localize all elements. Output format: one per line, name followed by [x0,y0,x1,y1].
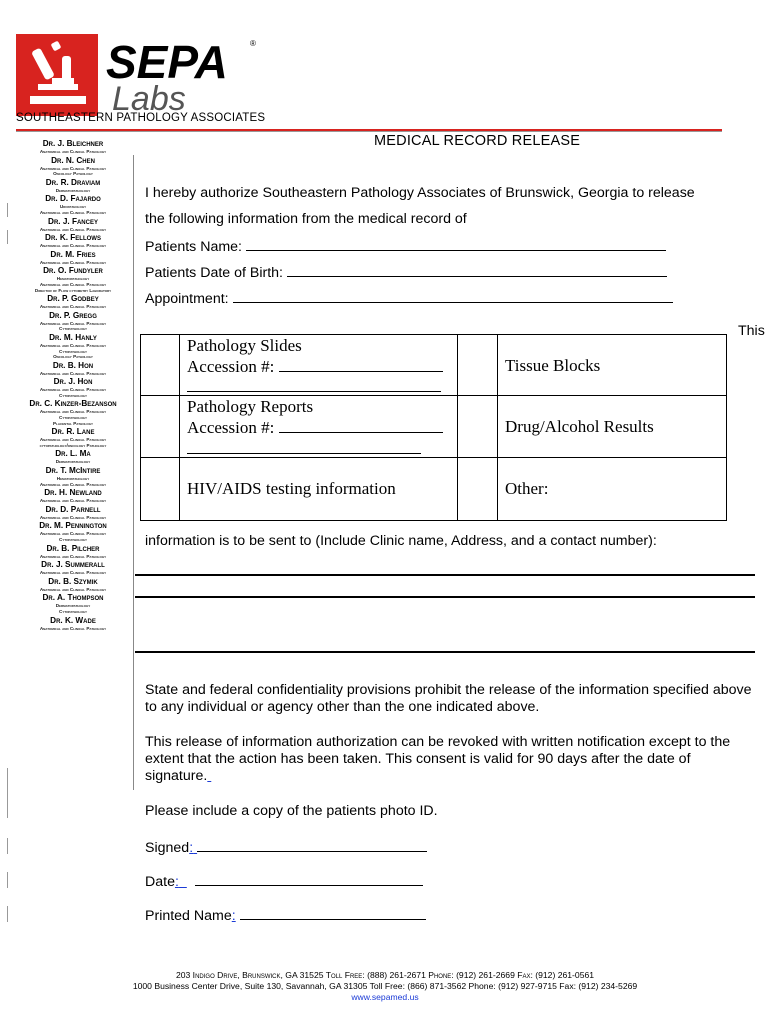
physician-specialty: Anatomical and Clinical Pathology [39,304,107,310]
physician-specialty: Anatomical and Clinical Pathology [39,342,107,348]
physician-specialty: cytopathology/oncology Pathology [39,442,107,448]
date-label: Date [145,874,175,890]
physician-name: Dr. M. Pennington [39,521,107,531]
physician-entry [16,544,130,560]
physician-entry [16,361,130,377]
reports-accession-field[interactable] [279,417,443,433]
physician-name: Dr. J. Summerall [41,560,105,570]
physician-name: Dr. H. Newland [44,488,102,498]
tissue-blocks-label: Tissue Blocks [505,356,601,375]
physician-entry [16,577,130,593]
physician-entry [16,466,130,487]
physician-name: Dr. T. McIntire [45,466,101,476]
reports-checkbox[interactable] [141,396,179,457]
physician-name: Dr. K. Wade [50,615,96,625]
physician-entry [16,377,130,398]
physician-name: Dr. J. Fancey [48,216,98,226]
physician-entry [16,311,130,332]
physician-entry [16,156,130,177]
physician-name: Dr. L. Ma [55,449,91,459]
slides-accession-label: Accession #: [187,357,279,376]
page-title: MEDICAL RECORD RELEASE [374,133,581,149]
appointment-label: Appointment: [145,291,233,307]
confidentiality-text: State and federal confidentiality provisions prohibit the release of the information specified above to any individual or agency other than the one indicated above. [145,682,752,715]
physician-specialty: Anatomical and Clinical Pathology [39,149,107,154]
margin-mark [7,906,8,922]
margin-mark [7,768,8,818]
date-field[interactable] [195,872,423,886]
hiv-checkbox[interactable] [141,458,179,520]
logo-tagline: SOUTHEASTERN PATHOLOGY ASSOCIATES [16,112,266,124]
printed-name-label: Printed Name [145,908,232,924]
physician-specialty: Dermatopathology [55,459,91,465]
registered-mark: ® [250,39,256,48]
authorization-line-1: I hereby authorize Southeastern Pathology Associates of Brunswick, Georgia to release [145,185,695,201]
physician-entry [16,593,130,614]
footer [0,970,770,1003]
patient-name-label: Patients Name: [145,239,246,255]
address-line-1[interactable] [135,574,755,576]
physician-entry [16,399,130,426]
slides-title: Pathology Slides [187,336,302,355]
physician-specialty: Anatomical and Clinical Pathology [39,165,107,171]
physician-specialty: Anatomical and Clinical Pathology [39,514,107,520]
physician-specialty: Anatomical and Clinical Pathology [39,498,107,504]
physician-entry [16,217,130,233]
footer-address-brunswick: 203 Indigo Drive, Brunswick, GA 31525 Toll Free: (888) 261-2671 Phone: (912) 261-2669 Fax: (912) 261-0561 [175,970,595,980]
physician-list [16,139,130,632]
physician-name: Dr. K. Fellows [45,233,101,243]
date-colon: : [174,874,179,890]
sepa-labs-logo [16,34,260,116]
physician-entry [16,333,130,360]
physician-specialty: Uropathology [59,204,87,210]
patient-name-row [145,237,666,256]
physician-specialty: Anatomical and Clinical Pathology [39,370,107,376]
physician-name: Dr. P. Gregg [49,310,97,320]
physician-specialty: Cytopathology [59,348,87,354]
printed-name-field[interactable] [240,906,426,920]
signed-colon: : [189,840,194,856]
physician-specialty: Anatomical and Clinical Pathology [39,553,107,559]
dob-field[interactable] [287,263,667,277]
physician-specialty: Anatomical and Clinical Pathology [39,209,107,215]
physician-name: Dr. B. Szymik [48,576,98,586]
physician-specialty: Anatomical and Clinical Pathology [39,243,107,249]
slides-accession-field[interactable] [279,356,443,372]
reports-accession-underline [187,453,421,454]
authorization-line-2: the following information from the medical record of [145,211,467,227]
photo-id-text: Please include a copy of the patients photo ID. [145,803,438,819]
physician-name: Dr. P. Godbey [47,294,99,304]
physician-entry [16,178,130,194]
slides-accession-underline [187,391,441,392]
release-options-table [140,334,727,521]
physician-specialty: Anatomical and Clinical Pathology [39,586,107,592]
physician-specialty: Anatomical and Clinical Pathology [39,531,107,537]
physician-entry [16,488,130,504]
tissue-blocks-checkbox[interactable] [457,335,497,395]
physician-entry [16,233,130,249]
reports-accession-row [187,417,443,438]
physician-name: Dr. A. Thompson [42,593,104,603]
physician-entry [16,449,130,465]
physician-name: Dr. O. Fundyler [43,266,103,276]
physician-specialty: Anatomical and Clinical Pathology [39,226,107,232]
physician-name: Dr. R. Draviam [45,177,101,187]
physician-name: Dr. R. Lane [51,427,95,437]
printed-name-row [145,906,426,925]
physician-specialty: Anatomical and Clinical Pathology [39,437,107,443]
other-checkbox[interactable] [457,458,497,520]
physician-entry [16,505,130,521]
margin-mark [7,872,8,888]
physician-name: Dr. J. Bleichner [42,139,104,148]
other-label: Other: [505,479,549,498]
physician-name: Dr. C. Kinzer-Bezanson [29,399,117,409]
physician-specialty: Oncology Pathology [53,171,93,177]
physician-entry [16,294,130,310]
appointment-field[interactable] [233,289,673,303]
physician-entry [16,266,130,293]
physician-name: Dr. D. Parnell [45,504,101,514]
physician-name: Dr. N. Chen [51,155,95,165]
physician-specialty: Dermatopathology [55,603,91,609]
physician-entry [16,521,130,542]
physician-entry [16,427,130,448]
sidebar-divider [133,155,134,790]
physician-specialty: Director of Flow cytometry Laboratory [34,287,112,293]
drug-alcohol-label: Drug/Alcohol Results [505,417,654,436]
slides-accession-row [187,356,443,377]
hiv-label: HIV/AIDS testing information [187,479,396,498]
physician-specialty: Hematopathology [56,276,90,282]
revocation-text: This release of information authorization can be revoked with written notification except to the extent that the action has been taken. This consent is valid for 90 days after the date of signature. [145,734,731,784]
logo-subtext: Labs [112,80,186,116]
margin-mark [7,838,8,854]
physician-entry [16,560,130,576]
margin-mark [7,230,8,244]
physician-specialty: Cytopathology [59,608,87,614]
physician-entry [16,616,130,632]
physician-specialty: Dermatopathology [55,187,91,193]
address-line-3[interactable] [135,651,755,653]
date-row [145,872,423,891]
physician-specialty: Anatomical and Clinical Pathology [39,481,107,487]
drug-alcohol-checkbox[interactable] [457,396,497,457]
reports-accession-label: Accession #: [187,418,279,437]
footer-address-savannah: 1000 Business Center Drive, Suite 130, Savannah, GA 31305 Toll Free: (866) 871-3562 Phone: (912) 927-9715 Fax: (912) 234-5269 [132,981,638,991]
footer-website-link[interactable]: www.sepamed.us [351,992,419,1002]
physician-specialty: Cytopathology [59,537,87,542]
physician-specialty: Anatomical and Clinical Pathology [39,409,107,415]
physician-specialty: Anatomical and Clinical Pathology [39,259,107,265]
physician-specialty: Anatomical and Clinical Pathology [39,281,107,287]
physician-name: Dr. M. Fries [50,249,96,259]
physician-specialty: Cytopathology [59,415,87,421]
patient-name-field[interactable] [246,237,666,251]
dob-row [145,263,667,282]
physician-specialty: Anatomical and Clinical Pathology [39,625,107,631]
signed-label: Signed [145,840,190,856]
physician-name: Dr. D. Fajardo [45,194,101,204]
physician-name: Dr. B. Pilcher [46,543,100,553]
physician-specialty: Hematopathology [56,476,90,482]
slides-checkbox[interactable] [141,335,179,395]
physician-specialty: Oncology Pathology [53,354,93,360]
physician-entry [16,139,130,155]
physician-specialty: Placental Pathology [52,420,94,426]
margin-mark [7,203,8,217]
header-rule-shadow [16,131,722,132]
dob-label: Patients Date of Birth: [145,265,287,281]
reports-title: Pathology Reports [187,397,314,416]
this-label: This [738,323,765,339]
logo-wordmark: SEPA [106,36,228,88]
send-to-text: information is to be sent to (Include Clinic name, Address, and a contact number): [145,533,657,549]
physician-entry [16,194,130,215]
physician-specialty: Cytopathology [59,326,87,332]
physician-specialty: Anatomical and Clinical Pathology [39,570,107,576]
physician-name: Dr. M. Hanly [49,332,97,342]
signed-field[interactable] [197,838,427,852]
address-line-2[interactable] [135,596,755,598]
physician-entry [16,250,130,266]
physician-name: Dr. J. Hon [53,377,93,387]
signed-row [145,838,427,857]
physician-name: Dr. B. Hon [52,360,94,370]
physician-specialty: Anatomical and Clinical Pathology [39,320,107,326]
physician-specialty: Anatomical and Clinical Pathology [39,387,107,393]
appointment-row [145,289,673,308]
physician-specialty: Cytopathology [59,392,87,398]
printed-name-colon: : [231,908,236,924]
